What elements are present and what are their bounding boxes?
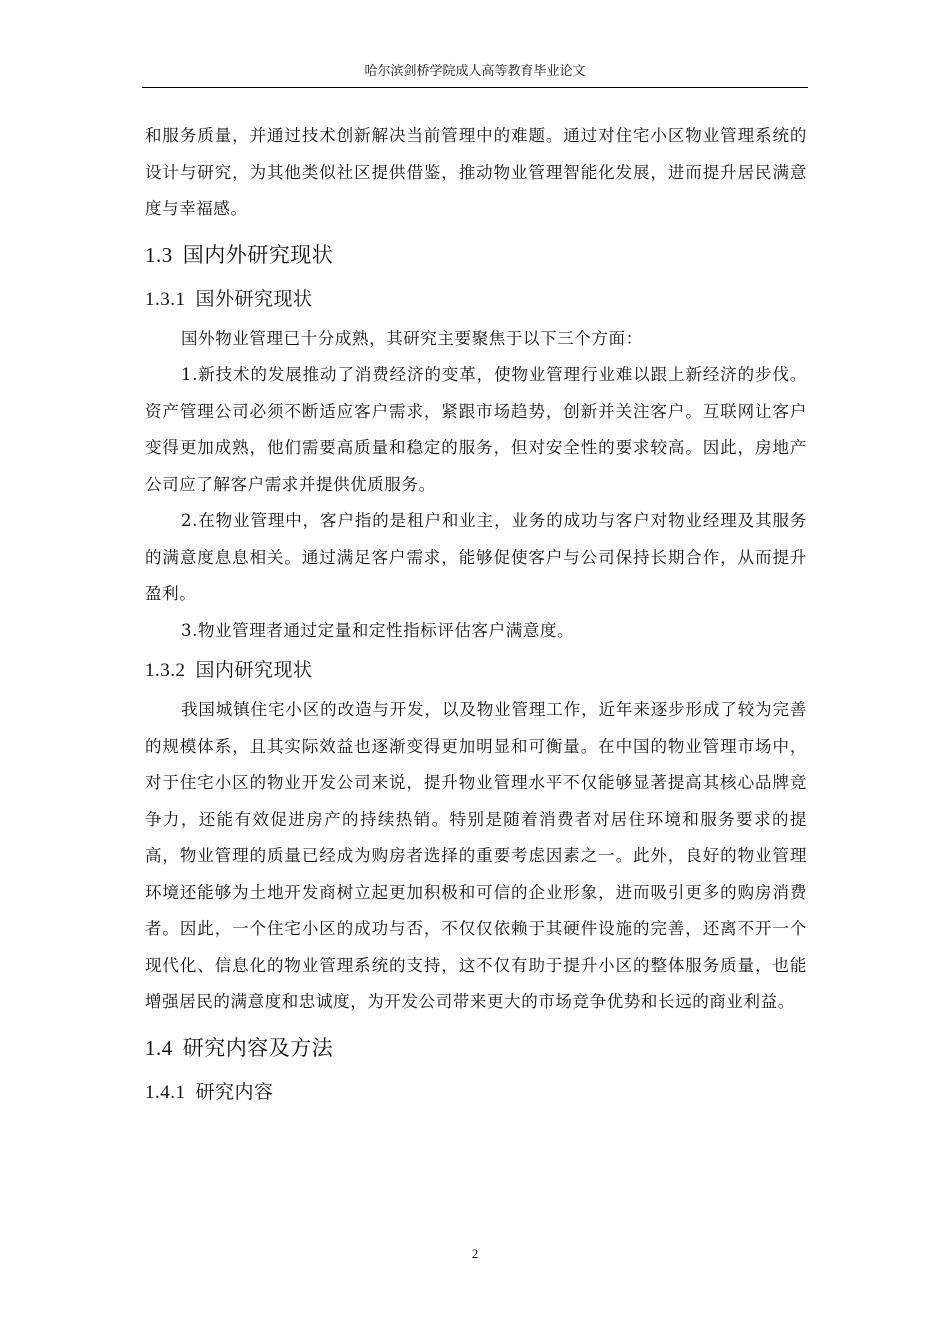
- heading-title: 国内外研究现状: [182, 242, 334, 267]
- heading-1-3-1: [145, 280, 807, 319]
- heading-title: 国内研究现状: [195, 659, 313, 681]
- paragraph-foreign-point-2: 2.在物业管理中，客户指的是租户和业主，业务的成功与客户对物业经理及其服务的满意度息息相关。通过满足客户需求，能够促使客户与公司保持长期合作，从而提升盈利。: [145, 511, 807, 603]
- page-number: 2: [471, 1246, 479, 1261]
- heading-1-4-1: [145, 1073, 807, 1112]
- document-body: [145, 118, 807, 1114]
- heading-1-3-2: [145, 651, 807, 690]
- heading-number: 1.3.1: [145, 288, 186, 310]
- heading-1-4: [145, 1029, 807, 1067]
- paragraph-domestic-status: 我国城镇住宅小区的改造与开发，以及物业管理工作，近年来逐步形成了较为完善的规模体系，且其实际效益也逐渐变得更加明显和可衡量。在中国的物业管理市场中，对于住宅小区的物业开发公司来说，提升物业管理水平不仅能够显著提高其核心品牌竞争力，还能有效促进房产的持续热销。特别是随着消费者对居住环境和服务要求的提高，物业管理的质量已经成为购房者选择的重要考虑因素之一。此外，良好的物业管理环境还能够为土地开发商树立起更加积极和可信的企业形象，进而吸引更多的购房消费者。因此，一个住宅小区的成功与否，不仅仅依赖于其硬件设施的完善，还离不开一个现代化、信息化的物业管理系统的支持，这不仅有助于提升小区的整体服务质量，也能增强居民的满意度和忠诚度，为开发公司带来更大的市场竞争优势和长远的商业利益。: [145, 700, 807, 1011]
- paragraph-foreign-point-3: 3.物业管理者通过定量和定性指标评估客户满意度。: [181, 620, 575, 640]
- heading-number: 1.4: [145, 1035, 173, 1060]
- paragraph-foreign-intro: 国外物业管理已十分成熟，其研究主要聚焦于以下三个方面：: [181, 328, 643, 348]
- heading-title: 研究内容及方法: [182, 1035, 334, 1060]
- heading-1-3: [145, 236, 807, 274]
- heading-title: 国外研究现状: [195, 287, 313, 310]
- header-divider: [142, 87, 808, 88]
- heading-title: 研究内容: [195, 1080, 274, 1103]
- heading-number: 1.3: [145, 242, 173, 267]
- paragraph-foreign-point-1: 1.新技术的发展推动了消费经济的变革，使物业管理行业难以跟上新经济的步伐。资产管理公司必须不断适应客户需求，紧跟市场趋势，创新并关注客户。互联网让客户变得更加成熟，他们需要高质量和稳定的服务，但对安全性的要求较高。因此，房地产公司应了解客户需求并提供优质服务。: [145, 365, 807, 494]
- heading-number: 1.3.2: [145, 660, 186, 681]
- paragraph-intro-continuation: 和服务质量，并通过技术创新解决当前管理中的难题。通过对住宅小区物业管理系统的设计与研究，为其他类似社区提供借鉴，推动物业管理智能化发展，进而提升居民满意度与幸福感。: [145, 126, 807, 218]
- running-header: 哈尔滨剑桥学院成人高等教育毕业论文: [364, 64, 586, 79]
- heading-number: 1.4.1: [145, 1081, 186, 1103]
